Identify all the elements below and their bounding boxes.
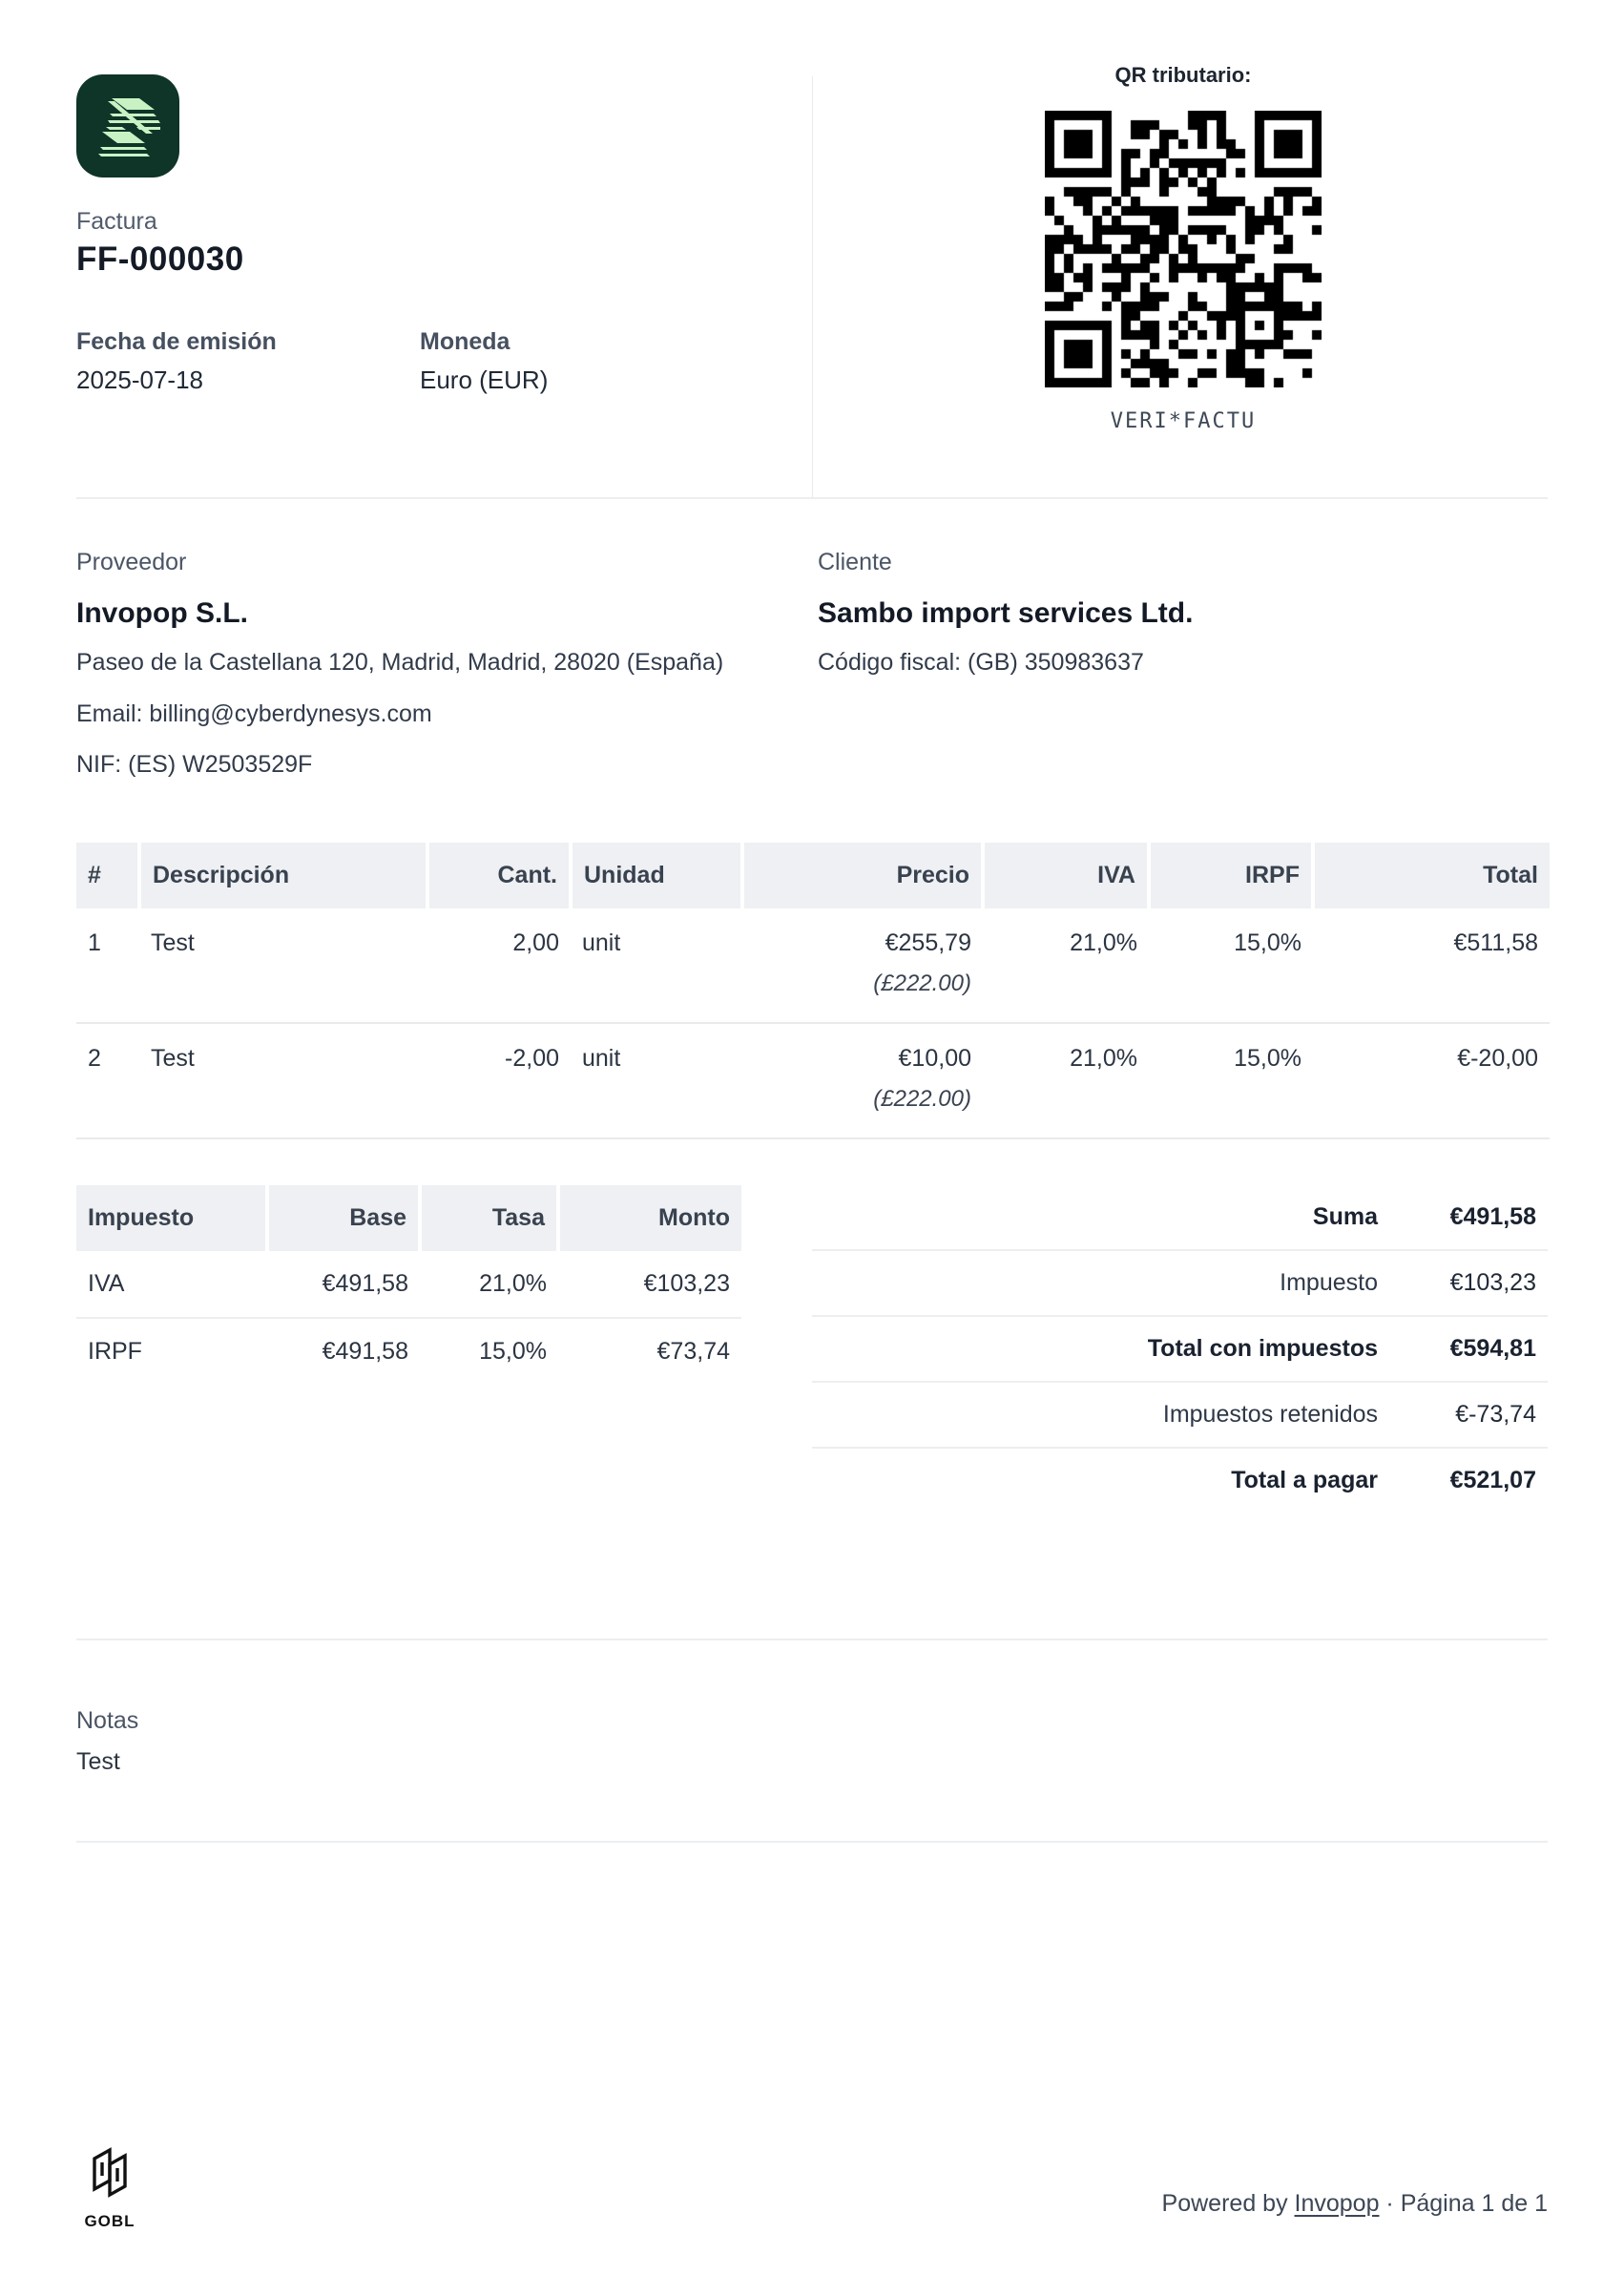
tax-amount: €73,74 [656,1337,730,1365]
supplier-block [76,549,818,783]
item-irpf: 15,0% [1149,908,1313,1023]
notes-section [76,1707,1548,1776]
item-irpf: 15,0% [1149,1023,1313,1138]
tax-base: €491,58 [322,1337,408,1365]
item-qty: -2,00 [427,1023,571,1138]
currency-label: Moneda [420,328,510,355]
item-total: €511,58 [1313,908,1550,1023]
qr-code [1045,111,1322,387]
powered-suffix: · Página 1 de 1 [1379,2190,1548,2217]
item-qty: 2,00 [427,908,571,1023]
doc-type-label: Factura [76,208,157,235]
item-unit: unit [571,1023,742,1138]
supplier-tax-id: NIF: (ES) W2503529F [76,751,313,778]
powered-prefix: Powered by [1161,2190,1295,2217]
customer-label: Cliente [818,549,892,575]
tax-amount: €103,23 [558,1251,741,1318]
col-header-price: Precio [742,843,983,908]
totals-row-total-with-tax [812,1317,1548,1383]
totals-row-retained [812,1383,1548,1449]
tax-col-header-tax: Impuesto [76,1185,267,1251]
tax-rate: 21,0% [420,1251,558,1318]
totals-label: Suma [1312,1202,1378,1230]
doc-number: FF-000030 [76,240,244,278]
issue-date-value: 2025-07-18 [76,365,203,394]
tax-header-row [76,1185,741,1251]
tax-name: IRPF [88,1337,142,1365]
item-iva: 21,0% [983,1023,1149,1138]
table-row [76,1318,741,1385]
notes-label: Notas [76,1706,139,1734]
totals-value: €594,81 [1449,1334,1536,1362]
divider [76,1639,1548,1640]
gobl-logo-icon [84,2144,135,2203]
item-num: 2 [76,1023,139,1138]
currency-block [420,328,548,395]
summary-section [76,1185,1548,1513]
table-row [76,1251,741,1318]
invopop-link[interactable]: Invopop [1294,2190,1380,2217]
supplier-email: Email: billing@cyberdynesys.com [76,699,432,727]
qr-label: QR tributario: [1114,63,1252,87]
invopop-logo-icon [76,74,179,177]
item-desc: Test [139,908,427,1023]
supplier-label: Proveedor [76,549,187,575]
totals-value: €-73,74 [1455,1400,1536,1428]
table-row [76,908,1550,1023]
item-total: €-20,00 [1313,1023,1550,1138]
qr-caption: VERI*FACTU [1110,409,1257,433]
tax-table [76,1185,741,1385]
col-header-unit: Unidad [571,843,742,908]
customer-block [818,549,1548,783]
col-header-iva: IVA [983,843,1149,908]
gobl-label: GOBL [84,2212,135,2230]
item-num: 1 [76,908,139,1023]
item-iva: 21,0% [983,908,1149,1023]
totals-block [812,1185,1548,1513]
item-price-alt: (£222.00) [873,1085,971,1112]
col-header-total: Total [1313,843,1550,908]
issue-date-block [76,328,420,395]
item-desc: Test [139,1023,427,1138]
item-price-alt: (£222.00) [873,970,971,996]
totals-label: Total a pagar [1231,1466,1378,1493]
totals-label: Impuestos retenidos [1162,1400,1378,1428]
supplier-name: Invopop S.L. [76,597,248,629]
totals-value: €521,07 [1449,1466,1536,1493]
supplier-address: Paseo de la Castellana 120, Madrid, Madrid, 28020 (España) [76,649,724,676]
tax-base: €491,58 [267,1251,420,1318]
totals-value: €491,58 [1449,1202,1536,1230]
totals-row-tax [812,1251,1548,1317]
invoice-header [76,0,1548,499]
table-row [76,1023,1550,1138]
issue-date-label: Fecha de emisión [76,328,277,355]
page-footer [76,2144,1548,2231]
gobl-logo [84,2144,135,2231]
tax-rate: 15,0% [479,1337,547,1365]
col-header-num: # [76,843,139,908]
totals-label: Impuesto [1280,1268,1378,1296]
currency-value: Euro (EUR) [420,365,549,394]
invoice-meta [76,328,548,395]
customer-tax-code: Código fiscal: (GB) 350983637 [818,649,1144,676]
totals-row-payable [812,1449,1548,1513]
item-price [742,908,983,1023]
item-price-main: €10,00 [898,1044,971,1072]
qr-block [973,63,1393,433]
col-header-description: Descripción [139,843,427,908]
powered-by [1162,2190,1548,2231]
items-header-row [76,843,1550,908]
tax-col-header-amount: Monto [558,1185,741,1251]
item-price [742,1023,983,1138]
totals-label: Total con impuestos [1147,1334,1378,1362]
item-price-main: €255,79 [885,929,971,956]
tax-col-header-rate: Tasa [420,1185,558,1251]
divider [76,1841,1548,1843]
totals-value: €103,23 [1449,1268,1536,1296]
col-header-quantity: Cant. [427,843,571,908]
totals-row-sum [812,1185,1548,1251]
header-vertical-divider [812,76,813,497]
tax-col-header-base: Base [267,1185,420,1251]
col-header-irpf: IRPF [1149,843,1313,908]
parties-section [76,499,1548,843]
tax-name: IVA [76,1251,267,1318]
item-unit: unit [571,908,742,1023]
notes-text: Test [76,1747,120,1775]
customer-name: Sambo import services Ltd. [818,597,1194,629]
items-table [76,843,1550,1139]
